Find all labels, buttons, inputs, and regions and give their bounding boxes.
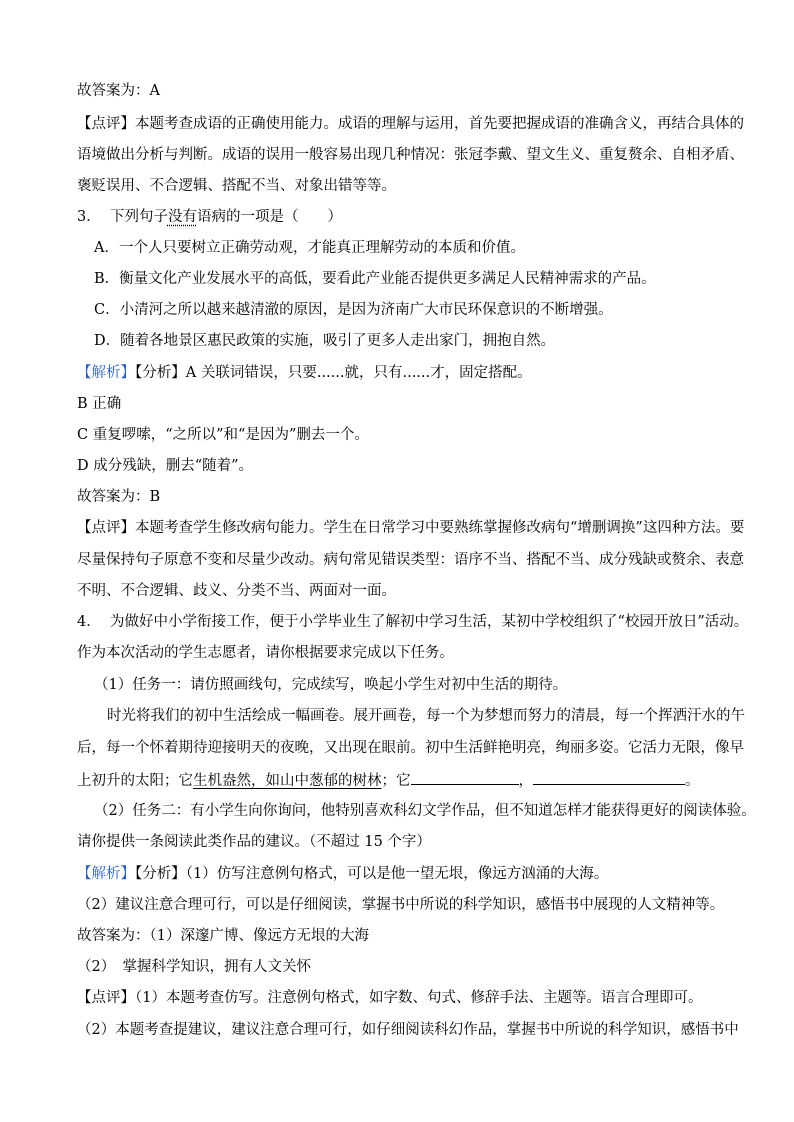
q4-answer-line-1: 故答案为：（1）深邃广博、像远方无垠的大海: [77, 928, 369, 944]
question-number: 4．: [77, 614, 101, 630]
q3-option-b: B．衡量文化产业发展水平的高低，要看此产业能否提供更多满足人民精神需求的产品。: [94, 271, 656, 287]
q2-comment-line-3: 褒贬误用、不合逻辑、搭配不当、对象出错等等。: [77, 178, 396, 194]
q3-option-c: C．小清河之所以越来越清澈的原因，是因为济南广大市民环保意识的不断增强。: [94, 302, 613, 318]
analysis-tag: 【解析】: [77, 365, 135, 381]
q4-analysis-line-2: （2）建议注意合理可行，可以是仔细阅读，掌握书中所说的科学知识，感悟书中展现的人文精神等。: [77, 897, 725, 913]
q4-passage-line-1: 时光将我们的初中生活绘成一幅画卷。展开画卷，每一个为梦想而努力的清晨，每一个挥洒汗水的午: [107, 708, 745, 724]
underlined-sentence: 生机盎然，如山中葱郁的树林: [193, 773, 382, 789]
q3-analysis-line-1: 【解析】【分析】A 关联词错误，只要......就，只有......才，固定搭配。: [77, 365, 532, 381]
comment-tag: 【点评】: [77, 520, 135, 536]
answer-blank-2[interactable]: [533, 770, 685, 785]
question-number: 3．: [77, 209, 101, 225]
q3-analysis-line-2: B 正确: [77, 396, 122, 412]
q3-stem: 3． 下列句子没有语病的一项是（ ）: [77, 209, 342, 225]
q3-option-a: A．一个人只要树立正确劳动观，才能真正理解劳动的本质和价值。: [94, 240, 525, 256]
q2-answer: 故答案为：A: [77, 83, 160, 99]
q2-comment-line-1: 【点评】本题考查成语的正确使用能力。成语的理解与运用，首先要把握成语的准确含义，再结合具体的: [77, 116, 744, 132]
analysis-tag: 【解析】: [77, 866, 135, 882]
q4-comment-line-1: 【点评】（1）本题考查仿写。注意例句格式，如字数、句式、修辞手法、主题等。语言合理即可。: [77, 990, 703, 1006]
comment-tag: 【点评】: [77, 116, 135, 132]
q3-comment-line-2: 尽量保持句子原意不变和尽量少改动。病句常见错误类型：语序不当、搭配不当、成分残缺或赘余、表意: [77, 552, 744, 568]
q3-analysis-line-3: C 重复啰嗦，“之所以”和“是因为”删去一个。: [77, 427, 369, 443]
q3-comment-line-3: 不明、不合逻辑、歧义、分类不当、两面对一面。: [77, 583, 396, 599]
q4-stem-line-1: 4． 为做好中小学衔接工作，便于小学毕业生了解初中学习生活，某初中学校组织了“校园开放日”活动。: [77, 614, 749, 630]
q3-analysis-line-4: D 成分残缺，删去“随着”。: [77, 458, 254, 474]
q4-analysis-line-1: 【解析】【分析】（1）仿写注意例句格式，可以是他一望无垠，像远方汹涌的大海。: [77, 866, 609, 882]
q4-task2-line-2: 请你提供一条阅读此类作品的建议。（不超过 15 个字）: [77, 834, 431, 850]
q3-option-d: D．随着各地景区惠民政策的实施，吸引了更多人走出家门，拥抱自然。: [94, 333, 556, 349]
emphasis-mark: 没有: [167, 209, 197, 225]
comment-tag: 【点评】: [77, 990, 135, 1006]
q3-comment-line-1: 【点评】本题考查学生修改病句能力。学生在日常学习中要熟练掌握修改病句“增删调换”这四种方法。要: [77, 520, 745, 536]
q4-task1: （1）任务一：请仿照画线句，完成续写，唤起小学生对初中生活的期待。: [94, 677, 568, 693]
q4-passage-line-2: 后，每一个怀着期待迎接明天的夜晚，又出现在眼前。初中生活鲜艳明亮，绚丽多姿。它活力无限，像早: [77, 740, 744, 756]
q4-stem-line-2: 作为本次活动的学生志愿者，请你根据要求完成以下任务。: [77, 645, 454, 661]
q2-comment-line-2: 语境做出分析与判断。成语的误用一般容易出现几种情况：张冠李戴、望文生义、重复赘余、自相矛盾、: [77, 147, 744, 163]
q3-answer: 故答案为：B: [77, 489, 161, 505]
q4-comment-line-2: （2）本题考查提建议，建议注意合理可行，如仔细阅读科幻作品，掌握书中所说的科学知识，感悟书中: [77, 1022, 739, 1038]
q4-passage-line-3: 上初升的太阳；它生机盎然，如山中葱郁的树林；它 ， 。: [77, 770, 700, 791]
q4-answer-line-2: （2） 掌握科学知识，拥有人文关怀: [77, 959, 311, 975]
answer-blank-1[interactable]: [411, 770, 519, 785]
q4-task2-line-1: （2）任务二：有小学生向你询问，他特别喜欢科幻文学作品，但不知道怎样才能获得更好的阅读体验。: [94, 803, 756, 819]
